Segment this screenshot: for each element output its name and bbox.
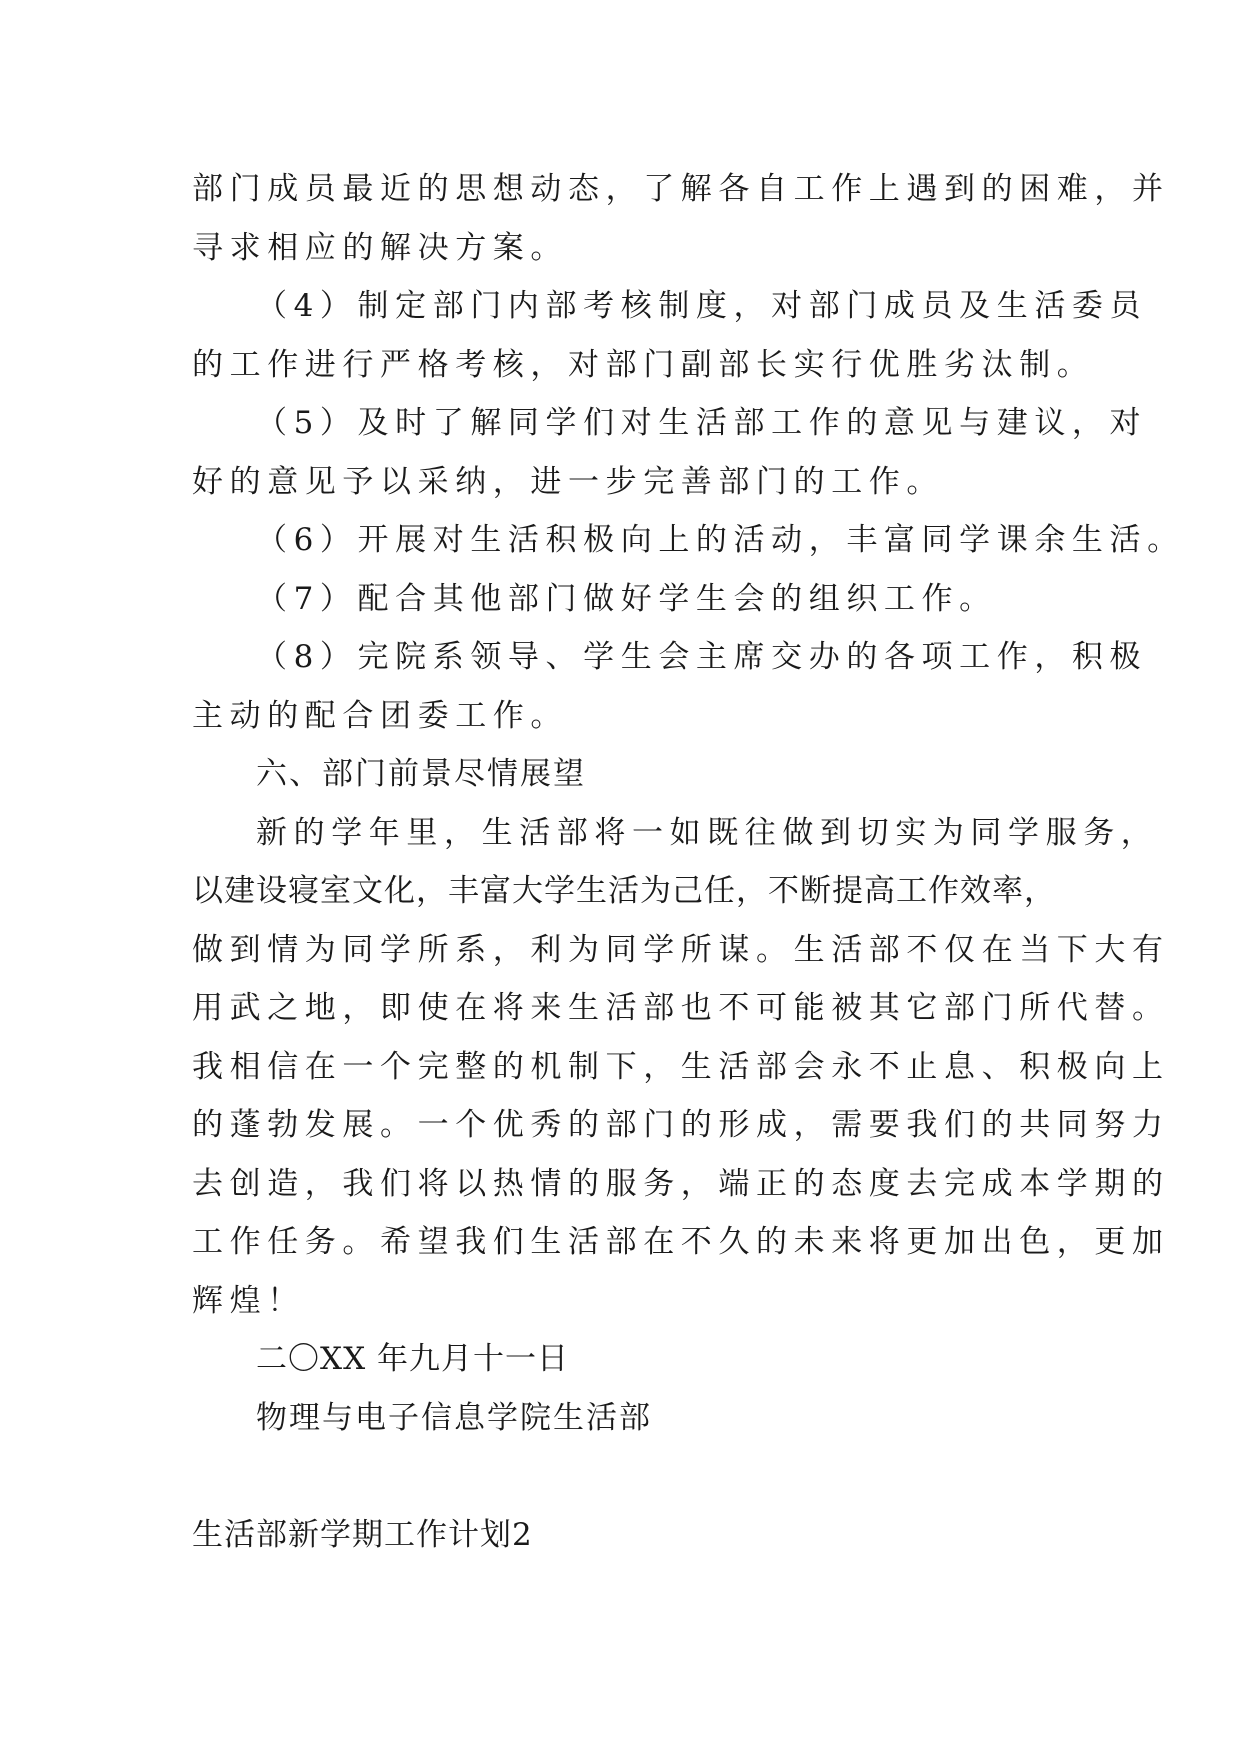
text-line: （8）完院系领导、学生会主席交办的各项工作，积极 [256, 639, 1148, 675]
text-line: （6）开展对生活积极向上的活动，丰富同学课余生活。 [256, 522, 1185, 558]
document-body [192, 160, 1185, 1564]
text-line: （7）配合其他部门做好学生会的组织工作。 [256, 580, 997, 617]
next-section-title: 生活部新学期工作计划2 [192, 1516, 533, 1553]
date-line: 二〇XX 年九月十一日 [256, 1341, 569, 1377]
text-line: 的工作进行严格考核，对部门副部长实行优胜劣汰制。 [192, 346, 1095, 383]
text-line: （5）及时了解同学们对生活部工作的意见与建议，对 [256, 405, 1148, 441]
text-line: 用武之地，即使在将来生活部也不可能被其它部门所代替。 [192, 990, 1170, 1026]
blank-line [192, 1447, 1052, 1506]
text-line: 寻求相应的解决方案。 [192, 229, 568, 266]
text-line: 部门成员最近的思想动态，了解各自工作上遇到的困难，并 [192, 171, 1170, 207]
text-line: 辉煌！ [192, 1282, 305, 1319]
text-line: 做到情为同学所系，利为同学所谋。生活部不仅在当下大有 [192, 931, 1170, 968]
text-line: 主动的配合团委工作。 [192, 697, 568, 734]
text-line: （4）制定部门内部考核制度，对部门成员及生活委员 [256, 288, 1148, 324]
text-line: 的蓬勃发展。一个优秀的部门的形成，需要我们的共同努力 [192, 1107, 1170, 1143]
text-line: 新的学年里，生活部将一如既往做到切实为同学服务， [256, 814, 1159, 851]
signature-line: 物理与电子信息学院生活部 [256, 1399, 652, 1436]
section-heading: 六、部门前景尽情展望 [256, 756, 586, 792]
text-line: 好的意见予以采纳，进一步完善部门的工作。 [192, 463, 944, 500]
text-line: 工作任务。希望我们生活部在不久的未来将更加出色，更加 [192, 1224, 1170, 1260]
text-line: 我相信在一个完整的机制下，生活部会永不止息、积极向上 [192, 1048, 1170, 1085]
text-line: 去创造，我们将以热情的服务，端正的态度去完成本学期的 [192, 1165, 1170, 1202]
text-line: 以建设寝室文化，丰富大学生活为己任，不断提高工作效率， [192, 873, 1056, 909]
